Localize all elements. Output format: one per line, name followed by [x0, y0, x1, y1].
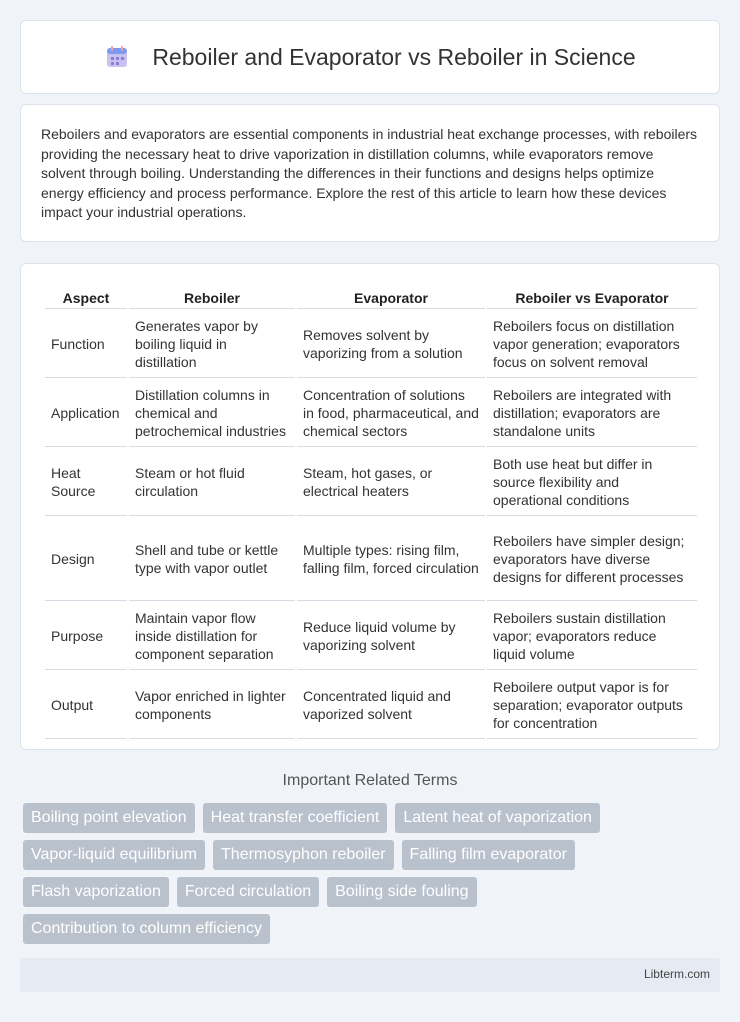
related-terms-list: [23, 803, 713, 944]
table-cell-aspect: Design: [45, 518, 127, 601]
table-cell: Reboilere output vapor is for separation; evaporator outputs for concentration: [487, 672, 697, 739]
table-cell: Steam, hot gases, or electrical heaters: [297, 449, 485, 516]
intro-card: [20, 104, 720, 242]
related-term-tag[interactable]: Contribution to column efficiency: [23, 914, 270, 944]
table-cell: Concentration of solutions in food, pharmaceutical, and chemical sectors: [297, 380, 485, 447]
table-cell: Reboilers focus on distillation vapor generation; evaporators focus on solvent removal: [487, 311, 697, 378]
table-cell-aspect: Application: [45, 380, 127, 447]
table-cell: Reboilers are integrated with distillation; evaporators are standalone units: [487, 380, 697, 447]
related-term-tag[interactable]: Latent heat of vaporization: [395, 803, 600, 833]
column-header: Reboiler vs Evaporator: [487, 286, 697, 309]
table-row: [45, 311, 697, 378]
related-term-tag[interactable]: Boiling point elevation: [23, 803, 195, 833]
table-row: [45, 518, 697, 601]
table-cell: Removes solvent by vaporizing from a solution: [297, 311, 485, 378]
related-term-tag[interactable]: Forced circulation: [177, 877, 319, 907]
table-cell-aspect: Heat Source: [45, 449, 127, 516]
comparison-table-card: [20, 263, 720, 750]
table-cell: Both use heat but differ in source flexibility and operational conditions: [487, 449, 697, 516]
table-cell: Shell and tube or kettle type with vapor outlet: [129, 518, 295, 601]
table-header-row: [45, 286, 697, 309]
intro-text: Reboilers and evaporators are essential components in industrial heat exchange processes, with reboilers providing the necessary heat to drive vaporization in distillation columns, while evaporators remove solvent through boiling. Understanding the differences in their functions and designs helps optimize energy efficiency and process performance. Explore the rest of this article to learn how these devices impact your industrial operations.: [41, 126, 698, 221]
related-term-tag[interactable]: Flash vaporization: [23, 877, 169, 907]
table-cell: Maintain vapor flow inside distillation for component separation: [129, 603, 295, 670]
table-cell-aspect: Function: [45, 311, 127, 378]
related-term-tag[interactable]: Falling film evaporator: [402, 840, 575, 870]
table-cell: Multiple types: rising film, falling film, forced circulation: [297, 518, 485, 601]
comparison-table: [43, 284, 699, 741]
related-term-tag[interactable]: Heat transfer coefficient: [203, 803, 388, 833]
table-row: [45, 672, 697, 739]
footer-site-link[interactable]: Libterm.com: [643, 967, 710, 981]
table-cell: Distillation columns in chemical and petrochemical industries: [129, 380, 295, 447]
column-header: Evaporator: [297, 286, 485, 309]
table-cell: Reboilers sustain distillation vapor; evaporators reduce liquid volume: [487, 603, 697, 670]
related-term-tag[interactable]: Boiling side fouling: [327, 877, 476, 907]
table-cell-aspect: Purpose: [45, 603, 127, 670]
table-row: [45, 380, 697, 447]
column-header: Aspect: [45, 286, 127, 309]
table-cell: Reboilers have simpler design; evaporators have diverse designs for different processes: [487, 518, 697, 601]
table-cell: Vapor enriched in lighter components: [129, 672, 295, 739]
calendar-icon: [104, 44, 130, 70]
table-cell: Steam or hot fluid circulation: [129, 449, 295, 516]
footer: [20, 958, 720, 992]
table-cell-aspect: Output: [45, 672, 127, 739]
related-terms-title: Important Related Terms: [282, 772, 458, 789]
header-card: [20, 20, 720, 94]
table-cell: Generates vapor by boiling liquid in distillation: [129, 311, 295, 378]
column-header: Reboiler: [129, 286, 295, 309]
table-cell: Concentrated liquid and vaporized solvent: [297, 672, 485, 739]
related-term-tag[interactable]: Vapor-liquid equilibrium: [23, 840, 205, 870]
table-cell: Reduce liquid volume by vaporizing solvent: [297, 603, 485, 670]
related-term-tag[interactable]: Thermosyphon reboiler: [213, 840, 394, 870]
table-row: [45, 449, 697, 516]
table-row: [45, 603, 697, 670]
page-title: Reboiler and Evaporator vs Reboiler in Science: [152, 43, 636, 70]
